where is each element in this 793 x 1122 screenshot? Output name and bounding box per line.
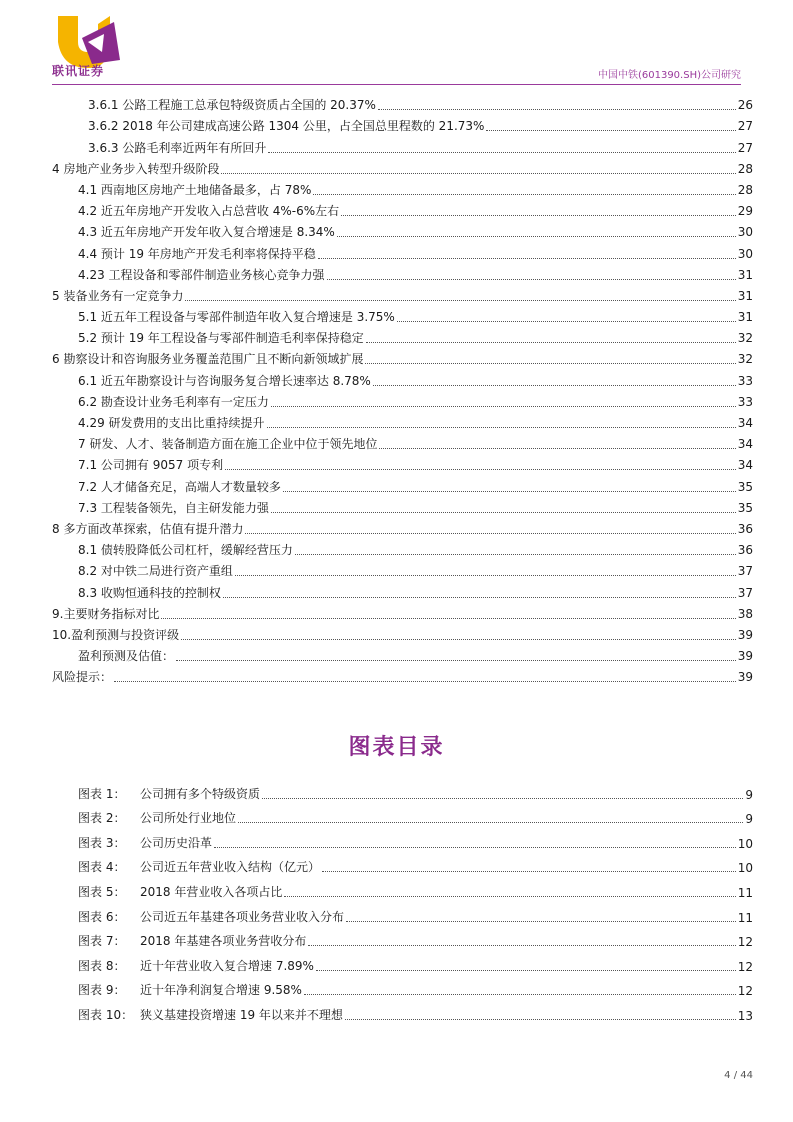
figure-entry[interactable] (78, 900, 753, 925)
toc-entry-label: 6.2 勘查设计业务毛利率有一定压力 (78, 394, 269, 409)
figure-entry-number: 图表 5： (78, 884, 126, 899)
toc-entry-label: 3.6.1 公路工程施工总承包特级资质占全国的 20.37% (88, 98, 376, 113)
toc-entry-label: 7.2 人才储备充足，高端人才数量较多 (78, 479, 281, 494)
toc-entry[interactable] (52, 389, 753, 410)
figure-entry-number: 图表 1： (78, 786, 126, 801)
figure-entry-number: 图表 8： (78, 958, 126, 973)
toc-leader-dots (185, 300, 735, 301)
toc-entry[interactable] (52, 304, 753, 325)
toc-entry[interactable] (52, 410, 753, 431)
figure-leader-dots (345, 1019, 736, 1020)
toc-entry-label: 10.盈利预测与投资评级 (52, 627, 180, 642)
figure-entry-title: 近十年营业收入复合增速 7.89% (140, 958, 314, 973)
toc-entry-label: 4.3 近五年房地产开发年收入复合增速是 8.34% (78, 225, 335, 240)
toc-entry-label: 4.1 西南地区房地产土地储备最多，占 78% (78, 182, 312, 197)
toc-leader-dots (271, 512, 736, 513)
toc-entry-page: 35 (737, 479, 753, 494)
figure-entry-number: 图表 3： (78, 835, 126, 850)
toc-entry-page: 30 (737, 225, 753, 240)
figure-entry-number: 图表 4： (78, 860, 126, 875)
toc-entry-label: 4.2 近五年房地产开发收入占总营收 4%-6%左右 (78, 204, 340, 219)
toc-entry-page: 28 (737, 182, 753, 197)
figure-entry[interactable] (78, 974, 753, 999)
toc-leader-dots (221, 173, 735, 174)
toc-leader-dots (235, 575, 736, 576)
figures-list (78, 777, 753, 1023)
toc-entry[interactable] (52, 283, 753, 304)
toc-entry-page: 35 (737, 500, 753, 515)
toc-leader-dots (245, 533, 735, 534)
toc-leader-dots (271, 406, 736, 407)
toc-entry-page: 31 (737, 267, 753, 282)
toc-entry-label: 6.1 近五年勘察设计与咨询服务复合增长速率达 8.78% (78, 373, 371, 388)
toc-entry-label: 4.29 研发费用的支出比重持续提升 (78, 416, 265, 430)
figure-entry-page: 12 (737, 935, 753, 950)
toc-leader-dots (366, 342, 736, 343)
toc-leader-dots (176, 660, 736, 661)
figure-entry-page: 10 (737, 861, 753, 876)
figure-entry-page: 12 (737, 984, 753, 999)
toc-entry[interactable] (52, 262, 753, 283)
toc-entry-label: 5 装备业务有一定竞争力 (52, 288, 184, 303)
toc-leader-dots (181, 639, 736, 640)
toc-entry-page: 27 (737, 140, 753, 155)
toc-entry-page: 32 (737, 352, 753, 367)
toc-entry-label: 3.6.3 公路毛利率近两年有所回升 (88, 140, 267, 155)
toc-entry-page: 26 (737, 98, 753, 113)
toc-entry-label: 9.主要财务指标对比 (52, 606, 160, 621)
toc-leader-dots (337, 236, 736, 237)
figure-leader-dots (284, 896, 735, 897)
toc-entry[interactable] (52, 156, 753, 177)
toc-entry[interactable] (52, 367, 753, 388)
toc-entry-page: 30 (737, 246, 753, 261)
toc-entry-page: 34 (737, 437, 753, 452)
figure-leader-dots (262, 798, 743, 799)
figure-entry[interactable] (78, 875, 753, 900)
figure-entry-title: 近十年净利润复合增速 9.58% (140, 983, 302, 998)
toc-entry-label: 8 多方面改革探索，估值有提升潜力 (52, 521, 244, 536)
figure-entry-number: 图表 2： (78, 811, 126, 826)
toc-entry[interactable] (52, 198, 753, 219)
toc-leader-dots (295, 554, 736, 555)
figure-leader-dots (214, 847, 736, 848)
toc-leader-dots (225, 469, 736, 470)
toc-entry[interactable] (52, 134, 753, 155)
toc-entry-page: 39 (737, 670, 753, 685)
toc-entry[interactable] (52, 92, 753, 113)
toc-entry-label: 6 勘察设计和咨询服务业务覆盖范围广且不断向新领域扩展 (52, 352, 364, 367)
toc-entry-page: 33 (737, 394, 753, 409)
figure-entry[interactable] (78, 949, 753, 974)
report-title: 中国中铁(601390.SH)公司研究 (597, 70, 741, 81)
toc-entry[interactable] (52, 622, 753, 643)
toc-entry-label: 8.2 对中铁二局进行资产重组 (78, 564, 233, 579)
toc-leader-dots (378, 109, 736, 110)
company-logo-text: 联讯证券 (52, 64, 105, 78)
toc-entry[interactable] (52, 579, 753, 600)
figure-leader-dots (316, 970, 736, 971)
toc-entry-page: 28 (737, 161, 753, 176)
toc-entry-page: 34 (737, 458, 753, 473)
figure-entry-page: 9 (745, 787, 753, 802)
toc-leader-dots (114, 681, 736, 682)
toc-entry-label: 盈利预测及估值： (78, 649, 175, 664)
toc-entry[interactable] (52, 664, 753, 685)
figure-entry[interactable] (78, 802, 753, 827)
toc-leader-dots (318, 258, 736, 259)
toc-entry[interactable] (52, 346, 753, 367)
table-of-contents (52, 92, 753, 685)
page-number: 4 / 44 (724, 1070, 753, 1081)
figure-entry-title: 公司所处行业地位 (140, 811, 237, 826)
toc-entry[interactable] (52, 495, 753, 516)
figures-list-title: 图表目录 (348, 735, 445, 760)
figure-leader-dots (308, 945, 735, 946)
toc-leader-dots (486, 130, 735, 131)
toc-leader-dots (341, 215, 736, 216)
figure-entry-number: 图表 9： (78, 983, 126, 998)
figure-entry-title: 公司近五年营业收入结构（亿元） (140, 860, 321, 875)
figure-entry-number: 图表 6： (78, 909, 126, 924)
toc-entry[interactable] (52, 113, 753, 134)
figure-entry-title: 公司拥有多个特级资质 (140, 786, 261, 801)
toc-leader-dots (397, 321, 736, 322)
figure-entry-page: 11 (737, 885, 753, 900)
toc-entry[interactable] (52, 643, 753, 664)
toc-entry-page: 27 (737, 119, 753, 134)
toc-entry-label: 5.2 预计 19 年工程设备与零部件制造毛利率保持稳定 (78, 331, 364, 346)
toc-entry-label: 8.3 收购恒通科技的控制权 (78, 585, 221, 600)
toc-entry-label: 4 房地产业务步入转型升级阶段 (52, 161, 220, 176)
figure-entry-title: 公司历史沿革 (140, 835, 213, 850)
toc-entry-label: 8.1 债转股降低公司杠杆，缓解经营压力 (78, 543, 293, 558)
toc-entry[interactable] (52, 219, 753, 240)
toc-entry-label: 4.23 工程设备和零部件制造业务核心竞争力强 (78, 267, 325, 282)
figure-entry-number: 图表 7： (78, 934, 126, 949)
toc-leader-dots (327, 279, 736, 280)
toc-entry-label: 7.3 工程装备领先，自主研发能力强 (78, 500, 269, 515)
toc-entry[interactable] (52, 473, 753, 494)
figure-entry[interactable] (78, 826, 753, 851)
figure-entry-page: 9 (745, 812, 753, 827)
toc-entry-page: 38 (737, 606, 753, 621)
toc-entry[interactable] (52, 558, 753, 579)
figure-leader-dots (238, 822, 743, 823)
toc-entry-page: 37 (737, 564, 753, 579)
toc-leader-dots (283, 491, 736, 492)
toc-entry-label: 4.4 预计 19 年房地产开发毛利率将保持平稳 (78, 246, 316, 261)
figure-entry-number: 图表 10： (78, 1007, 134, 1022)
toc-entry[interactable] (52, 537, 753, 558)
toc-entry[interactable] (52, 452, 753, 473)
figure-entry-page: 13 (737, 1008, 753, 1023)
figure-leader-dots (304, 994, 736, 995)
toc-entry-label: 3.6.2 2018 年公司建成高速公路 1304 公里，占全国总里程数的 21.73% (88, 119, 485, 134)
toc-entry[interactable] (52, 601, 753, 622)
toc-entry-page: 37 (737, 585, 753, 600)
toc-leader-dots (223, 597, 736, 598)
figure-entry-title: 2018 年营业收入各项占比 (140, 884, 283, 899)
toc-entry-page: 39 (737, 649, 753, 664)
toc-entry-label: 风险提示： (52, 670, 113, 685)
toc-entry[interactable] (52, 325, 753, 346)
toc-entry-label: 7.1 公司拥有 9057 项专利 (78, 458, 224, 473)
toc-entry[interactable] (52, 240, 753, 261)
toc-entry-page: 29 (737, 204, 753, 219)
toc-entry-page: 34 (737, 416, 753, 430)
toc-entry-page: 39 (737, 627, 753, 642)
toc-leader-dots (373, 385, 736, 386)
toc-leader-dots (365, 363, 735, 364)
figure-entry-page: 12 (737, 959, 753, 974)
figure-leader-dots (322, 871, 736, 872)
toc-entry-page: 32 (737, 331, 753, 346)
toc-leader-dots (267, 427, 736, 428)
figure-entry-title: 狭义基建投资增速 19 年以来并不理想 (140, 1007, 343, 1022)
toc-entry-label: 5.1 近五年工程设备与零部件制造年收入复合增速是 3.75% (78, 310, 395, 325)
figure-leader-dots (346, 921, 736, 922)
toc-entry-label: 7 研发、人才、装备制造方面在施工企业中位于领先地位 (78, 437, 378, 452)
header-divider (52, 84, 741, 85)
toc-leader-dots (313, 194, 735, 195)
toc-entry[interactable] (52, 177, 753, 198)
toc-leader-dots (161, 618, 735, 619)
toc-entry[interactable] (52, 516, 753, 537)
toc-entry-page: 33 (737, 373, 753, 388)
toc-entry-page: 36 (737, 543, 753, 558)
figure-entry-page: 10 (737, 836, 753, 851)
figure-entry-title: 公司近五年基建各项业务营业收入分布 (140, 909, 345, 924)
figure-entry[interactable] (78, 998, 753, 1023)
figure-entry[interactable] (78, 777, 753, 802)
toc-entry-page: 36 (737, 521, 753, 536)
toc-entry-page: 31 (737, 288, 753, 303)
toc-entry[interactable] (52, 431, 753, 452)
figure-entry-page: 11 (737, 910, 753, 925)
figure-entry[interactable] (78, 925, 753, 950)
figure-entry-title: 2018 年基建各项业务营收分布 (140, 934, 307, 949)
toc-leader-dots (268, 152, 735, 153)
page-header (0, 0, 793, 90)
figure-entry[interactable] (78, 851, 753, 876)
toc-entry-page: 31 (737, 310, 753, 325)
toc-leader-dots (379, 448, 735, 449)
